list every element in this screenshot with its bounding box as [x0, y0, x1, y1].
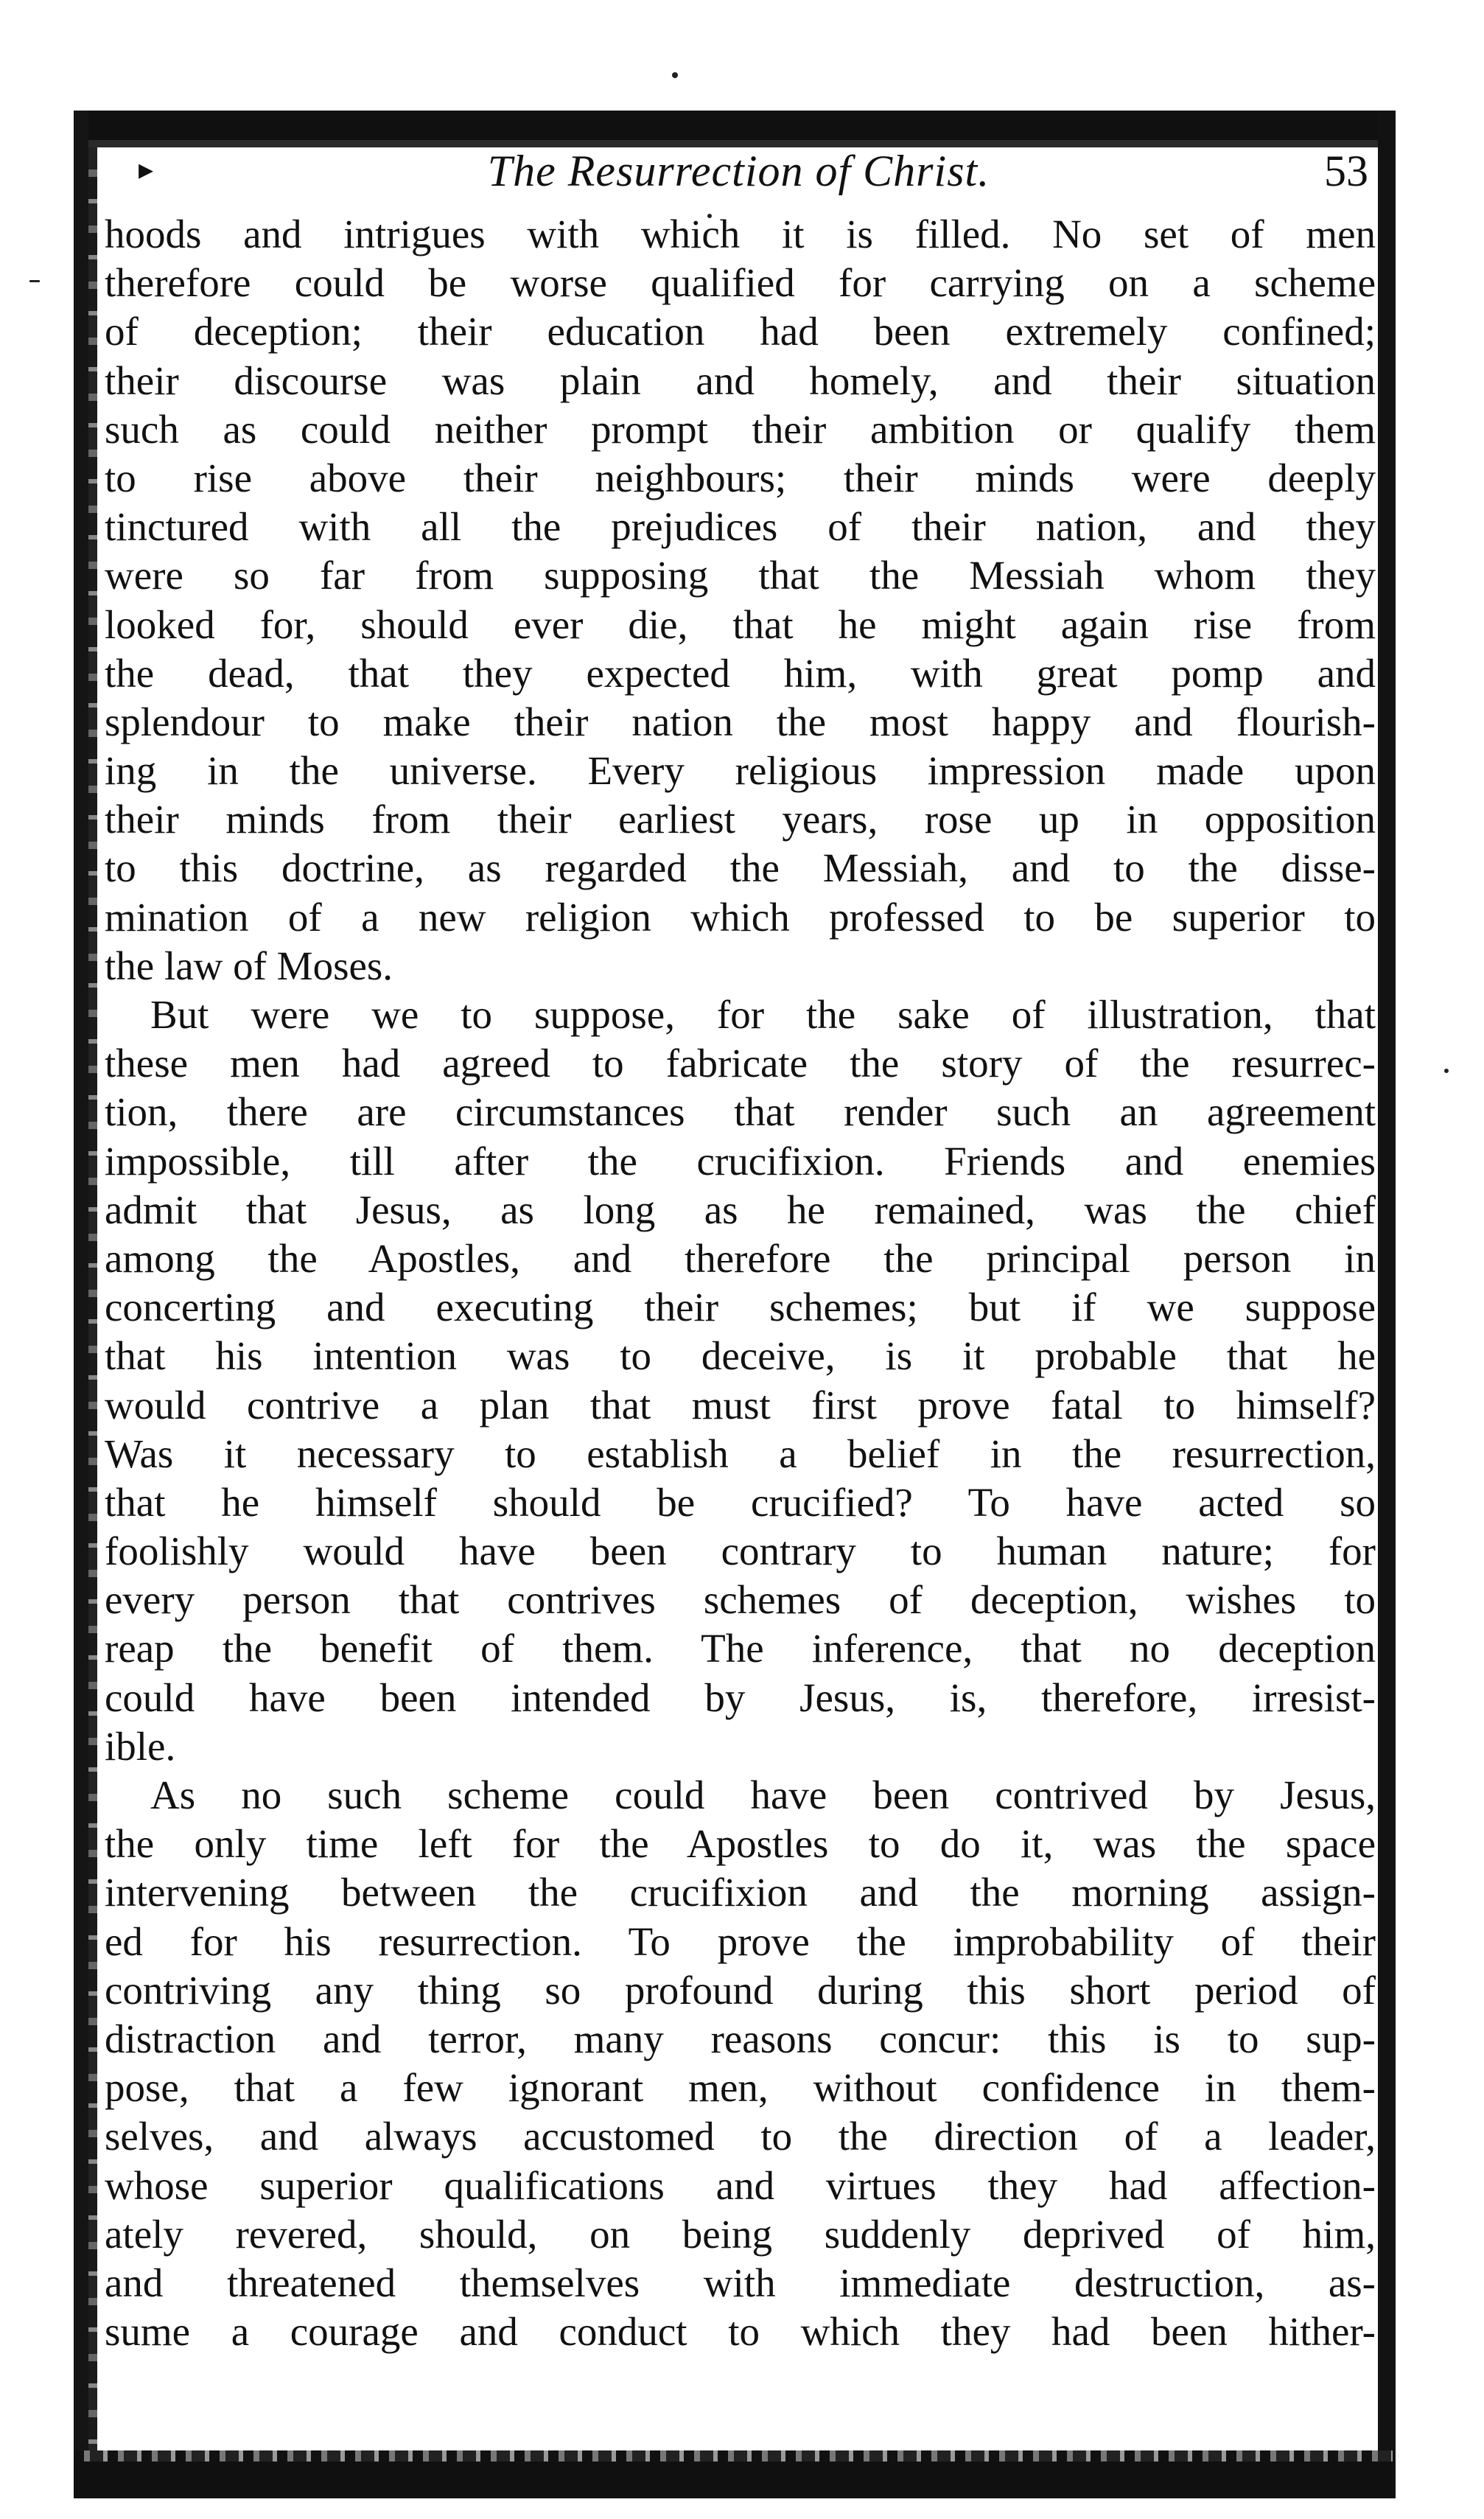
text-line: of deception; their education had been extremely confined;	[105, 309, 1376, 354]
body-text	[105, 210, 1376, 2356]
running-header	[103, 144, 1374, 198]
text-line: their discourse was plain and homely, and their situation	[105, 357, 1376, 403]
text-line: intervening between the crucifixion and the morning assign-	[105, 1870, 1376, 1915]
text-line: among the Apostles, and therefore the principal person in	[105, 1235, 1376, 1281]
left-border-rule	[74, 111, 88, 2498]
text-line: sume a courage and conduct to which they had been hither-	[105, 2309, 1376, 2355]
text-line: admit that Jesus, as long as he remained, was the chief	[105, 1187, 1376, 1232]
text-line: ing in the universe. Every religious impression made upon	[105, 748, 1376, 794]
paragraph	[105, 1771, 1376, 2356]
text-line: contriving any thing so profound during this short period of	[105, 1967, 1376, 2013]
page-number: 53	[1324, 147, 1368, 195]
left-border-texture	[88, 147, 97, 2454]
text-line: were so far from supposing that the Messiah whom they	[105, 553, 1376, 598]
text-line: and threatened themselves with immediate destruction, as-	[105, 2260, 1376, 2305]
text-line: impossible, till after the crucifixion. Friends and enemies	[105, 1138, 1376, 1184]
text-line: therefore could be worse qualified for carrying on a scheme	[105, 260, 1376, 306]
text-line: to this doctrine, as regarded the Messiah, and to the disse-	[105, 845, 1376, 891]
text-line: As no such scheme could have been contrived by Jesus,	[150, 1772, 1376, 1817]
print-speck	[1444, 1069, 1449, 1073]
text-line: the dead, that they expected him, with great pomp and	[105, 650, 1376, 696]
bottom-border-texture	[74, 2450, 1393, 2462]
paragraph	[105, 210, 1376, 991]
text-line: every person that contrives schemes of deception, wishes to	[105, 1577, 1376, 1623]
top-border-rule	[74, 111, 1393, 140]
text-line: hoods and intrigues with which it is filled. No set of men	[105, 212, 1376, 256]
text-line: the law of Moses.	[105, 943, 393, 988]
text-line: their minds from their earliest years, rose up in opposition	[105, 797, 1376, 842]
text-line: such as could neither prompt their ambition or qualify them	[105, 406, 1376, 452]
running-title: The Resurrection of Christ.	[487, 147, 990, 195]
text-line: But were we to suppose, for the sake of illustration, that	[150, 992, 1376, 1037]
text-line: looked for, should ever die, that he might again rise from	[105, 601, 1376, 647]
text-line: splendour to make their nation the most happy and flourish-	[105, 699, 1376, 744]
text-line: tinctured with all the prejudices of their nation, and they	[105, 504, 1376, 550]
text-line: that he himself should be crucified? To have acted so	[105, 1479, 1376, 1525]
text-line: ately revered, should, on being suddenly deprived of him,	[105, 2211, 1376, 2257]
text-line: these men had agreed to fabricate the story of the resurrec-	[105, 1041, 1376, 1086]
header-mark: ▸	[139, 153, 154, 186]
text-line: to rise above their neighbours; their minds were deeply	[105, 455, 1376, 500]
text-line: Was it necessary to establish a belief in the resurrection,	[105, 1430, 1376, 1476]
text-line: distraction and terror, many reasons concur: this is to sup-	[105, 2016, 1376, 2061]
paragraph	[105, 991, 1376, 1771]
right-border-rule	[1378, 111, 1396, 2498]
text-line: concerting and executing their schemes; but if we suppose	[105, 1285, 1376, 1330]
text-line: reap the benefit of them. The inference, that no deception	[105, 1626, 1376, 1671]
text-line: ible.	[105, 1723, 176, 1769]
bottom-border-rule	[74, 2462, 1393, 2498]
text-line: mination of a new religion which professed to be superior to	[105, 894, 1376, 940]
text-line: that his intention was to deceive, is it probable that he	[105, 1333, 1376, 1379]
text-line: would contrive a plan that must first prove fatal to himself?	[105, 1382, 1376, 1428]
text-line: tion, there are circumstances that render such an agreement	[105, 1089, 1376, 1135]
text-line: could have been intended by Jesus, is, therefore, irresist-	[105, 1674, 1376, 1720]
print-speck	[672, 72, 678, 78]
text-line: foolishly would have been contrary to human nature; for	[105, 1528, 1376, 1574]
print-speck	[29, 280, 40, 282]
text-line: the only time left for the Apostles to do it, was the space	[105, 1821, 1376, 1867]
text-line: selves, and always accustomed to the direction of a leader,	[105, 2114, 1376, 2159]
text-line: whose superior qualifications and virtues they had affection-	[105, 2162, 1376, 2208]
text-line: ed for his resurrection. To prove the improbability of their	[105, 1918, 1376, 1964]
text-line: pose, that a few ignorant men, without confidence in them-	[105, 2065, 1376, 2111]
